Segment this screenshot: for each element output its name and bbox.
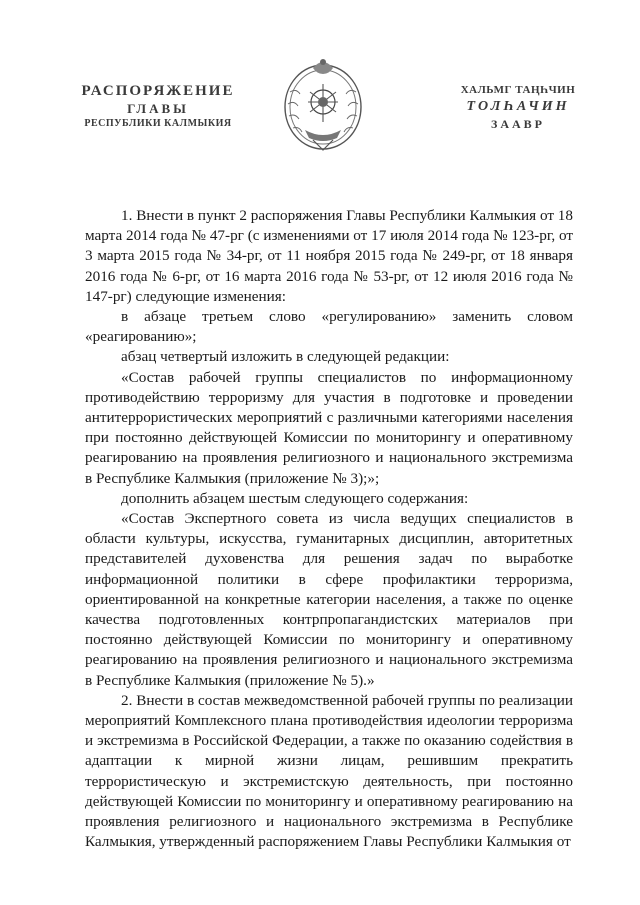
paragraph-5: дополнить абзацем шестым следующего содержания: <box>121 489 469 507</box>
paragraph-7: 2. Внести в состав межведомственной рабочей группы по реализации мероприятий Комплексного плана противодействия идеологии терроризма и экстремизма в Российской Федерации, а также по оказанию содействия в адаптации к мирной жизни лицам, решившим прекратить террористическую и экстремистскую деятельность, при постоянно действующей Комиссии по мониторингу и оперативному реагированию на проявления религиозного и национального экстремизма в Республике Калмыкия, утвержденный распоряжением Главы Республики Калмыкия от <box>85 691 573 851</box>
header-left-title: РАСПОРЯЖЕНИЕ <box>81 83 235 99</box>
header-right <box>418 82 618 133</box>
paragraph-4: «Состав рабочей группы специалистов по информационному противодействию терроризму для участия в подготовке и проведении антитеррористических мероприятий с различными категориями населения при постоянно действующей Комиссии по мониторингу и оперативному реагированию на проявления религиозного и национального экстремизма в Республике Калмыкия (приложение № 3);»; <box>85 368 573 487</box>
paragraph-6: «Состав Экспертного совета из числа ведущих специалистов в области культуры, искусства, гуманитарных дисциплин, авторитетных представителей духовенства для решения задач по выработке информационной политики в сфере профилактики терроризма, ориентированной на конкретные категории населения, а также по оценке качества подготовленных контрпропагандистских материалов при постоянно действующей Комиссии по мониторингу и оперативному реагированию на проявления религиозного и национального экстремизма в Республике Калмыкия (приложение № 5).» <box>85 510 573 689</box>
paragraph-1: 1. Внести в пункт 2 распоряжения Главы Республики Калмыкия от 18 марта 2014 года № 47-рг (с изменениями от 17 июля 2014 года № 123-рг, от 3 марта 2015 года № 34-рг, от 11 ноября 2015 года № 249-рг, от 18 января 2016 года № 6-рг, от 16 марта 2016 года № 53-рг, от 12 июля 2016 года № 147-рг) следующие изменения: <box>85 207 573 305</box>
paragraph-2: в абзаце третьем слово «регулированию» заменить словом «реагированию»; <box>85 308 573 346</box>
coat-of-arms-icon <box>280 52 366 156</box>
header-right-subtitle: ТОЛҺАЧИН <box>466 99 570 114</box>
header-right-title: ХАЛЬМГ ТАҢҺЧИН <box>460 84 576 96</box>
document-body <box>85 206 573 853</box>
paragraph-3: абзац четвертый изложить в следующей редакции: <box>121 348 450 366</box>
header-left-region: РЕСПУБЛИКИ КАЛМЫКИЯ <box>84 118 232 129</box>
header-right-doc-type: ЗААВР <box>491 117 545 131</box>
header-left-subtitle: ГЛАВЫ <box>127 101 189 116</box>
header-left <box>58 82 258 131</box>
